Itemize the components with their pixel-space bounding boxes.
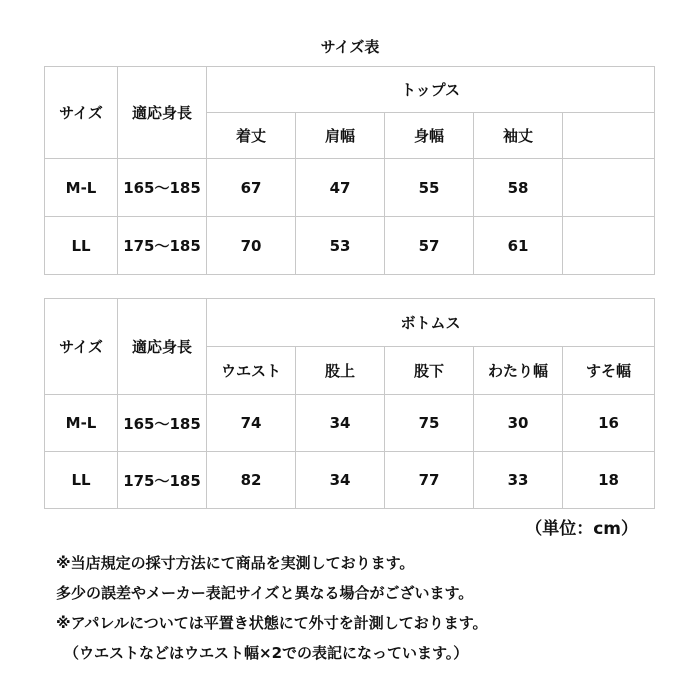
note-line: （ウエストなどはウエスト幅×2での表記になっています。） bbox=[64, 644, 469, 662]
value-cell: 82 bbox=[207, 452, 296, 509]
value-cell: 75 bbox=[385, 395, 474, 452]
notes-block bbox=[56, 548, 686, 668]
value-cell: 61 bbox=[474, 217, 563, 275]
height-cell: 165～185 bbox=[118, 159, 207, 217]
value-cell: 57 bbox=[385, 217, 474, 275]
bottoms-measure-header: 股下 bbox=[385, 347, 474, 395]
value-cell: 53 bbox=[296, 217, 385, 275]
value-cell: 55 bbox=[385, 159, 474, 217]
value-cell: 58 bbox=[474, 159, 563, 217]
value-cell: 70 bbox=[207, 217, 296, 275]
tops-size-header: サイズ bbox=[45, 67, 118, 159]
unit-label: （単位：cm） bbox=[525, 519, 638, 539]
value-cell: 67 bbox=[207, 159, 296, 217]
bottoms-measure-header: わたり幅 bbox=[474, 347, 563, 395]
bottoms-section-label: ボトムス bbox=[207, 299, 655, 347]
height-cell: 175～185 bbox=[118, 452, 207, 509]
height-cell: 175～185 bbox=[118, 217, 207, 275]
value-cell: 34 bbox=[296, 395, 385, 452]
bottoms-size-header: サイズ bbox=[45, 299, 118, 395]
tops-measure-header: 肩幅 bbox=[296, 113, 385, 159]
tops-measure-header: 袖丈 bbox=[474, 113, 563, 159]
value-cell: 33 bbox=[474, 452, 563, 509]
value-cell: 16 bbox=[563, 395, 655, 452]
note-line: 多少の誤差やメーカー表記サイズと異なる場合がございます。 bbox=[56, 584, 474, 602]
tops-measure-header: 着丈 bbox=[207, 113, 296, 159]
value-cell bbox=[563, 159, 655, 217]
value-cell: 34 bbox=[296, 452, 385, 509]
value-cell: 77 bbox=[385, 452, 474, 509]
bottoms-size-table bbox=[44, 298, 655, 509]
table-row bbox=[45, 217, 655, 275]
size-cell: M-L bbox=[45, 395, 118, 452]
tops-section-label: トップス bbox=[207, 67, 655, 113]
tops-measure-header: 身幅 bbox=[385, 113, 474, 159]
table-row bbox=[45, 452, 655, 509]
table-row bbox=[45, 159, 655, 217]
tops-size-table bbox=[44, 66, 655, 275]
note-line: ※当店規定の採寸方法にて商品を実測しております。 bbox=[56, 554, 415, 572]
note-line: ※アパレルについては平置き状態にて外寸を計測しております。 bbox=[56, 614, 488, 632]
bottoms-measure-header: すそ幅 bbox=[563, 347, 655, 395]
size-cell: LL bbox=[45, 217, 118, 275]
height-cell: 165～185 bbox=[118, 395, 207, 452]
size-cell: LL bbox=[45, 452, 118, 509]
value-cell: 30 bbox=[474, 395, 563, 452]
bottoms-height-header: 適応身長 bbox=[118, 299, 207, 395]
bottoms-measure-header: ウエスト bbox=[207, 347, 296, 395]
value-cell: 47 bbox=[296, 159, 385, 217]
tops-height-header: 適応身長 bbox=[118, 67, 207, 159]
bottoms-measure-header: 股上 bbox=[296, 347, 385, 395]
size-cell: M-L bbox=[45, 159, 118, 217]
tops-measure-header bbox=[563, 113, 655, 159]
value-cell bbox=[563, 217, 655, 275]
value-cell: 18 bbox=[563, 452, 655, 509]
page-title: サイズ表 bbox=[320, 38, 380, 56]
table-row bbox=[45, 395, 655, 452]
value-cell: 74 bbox=[207, 395, 296, 452]
